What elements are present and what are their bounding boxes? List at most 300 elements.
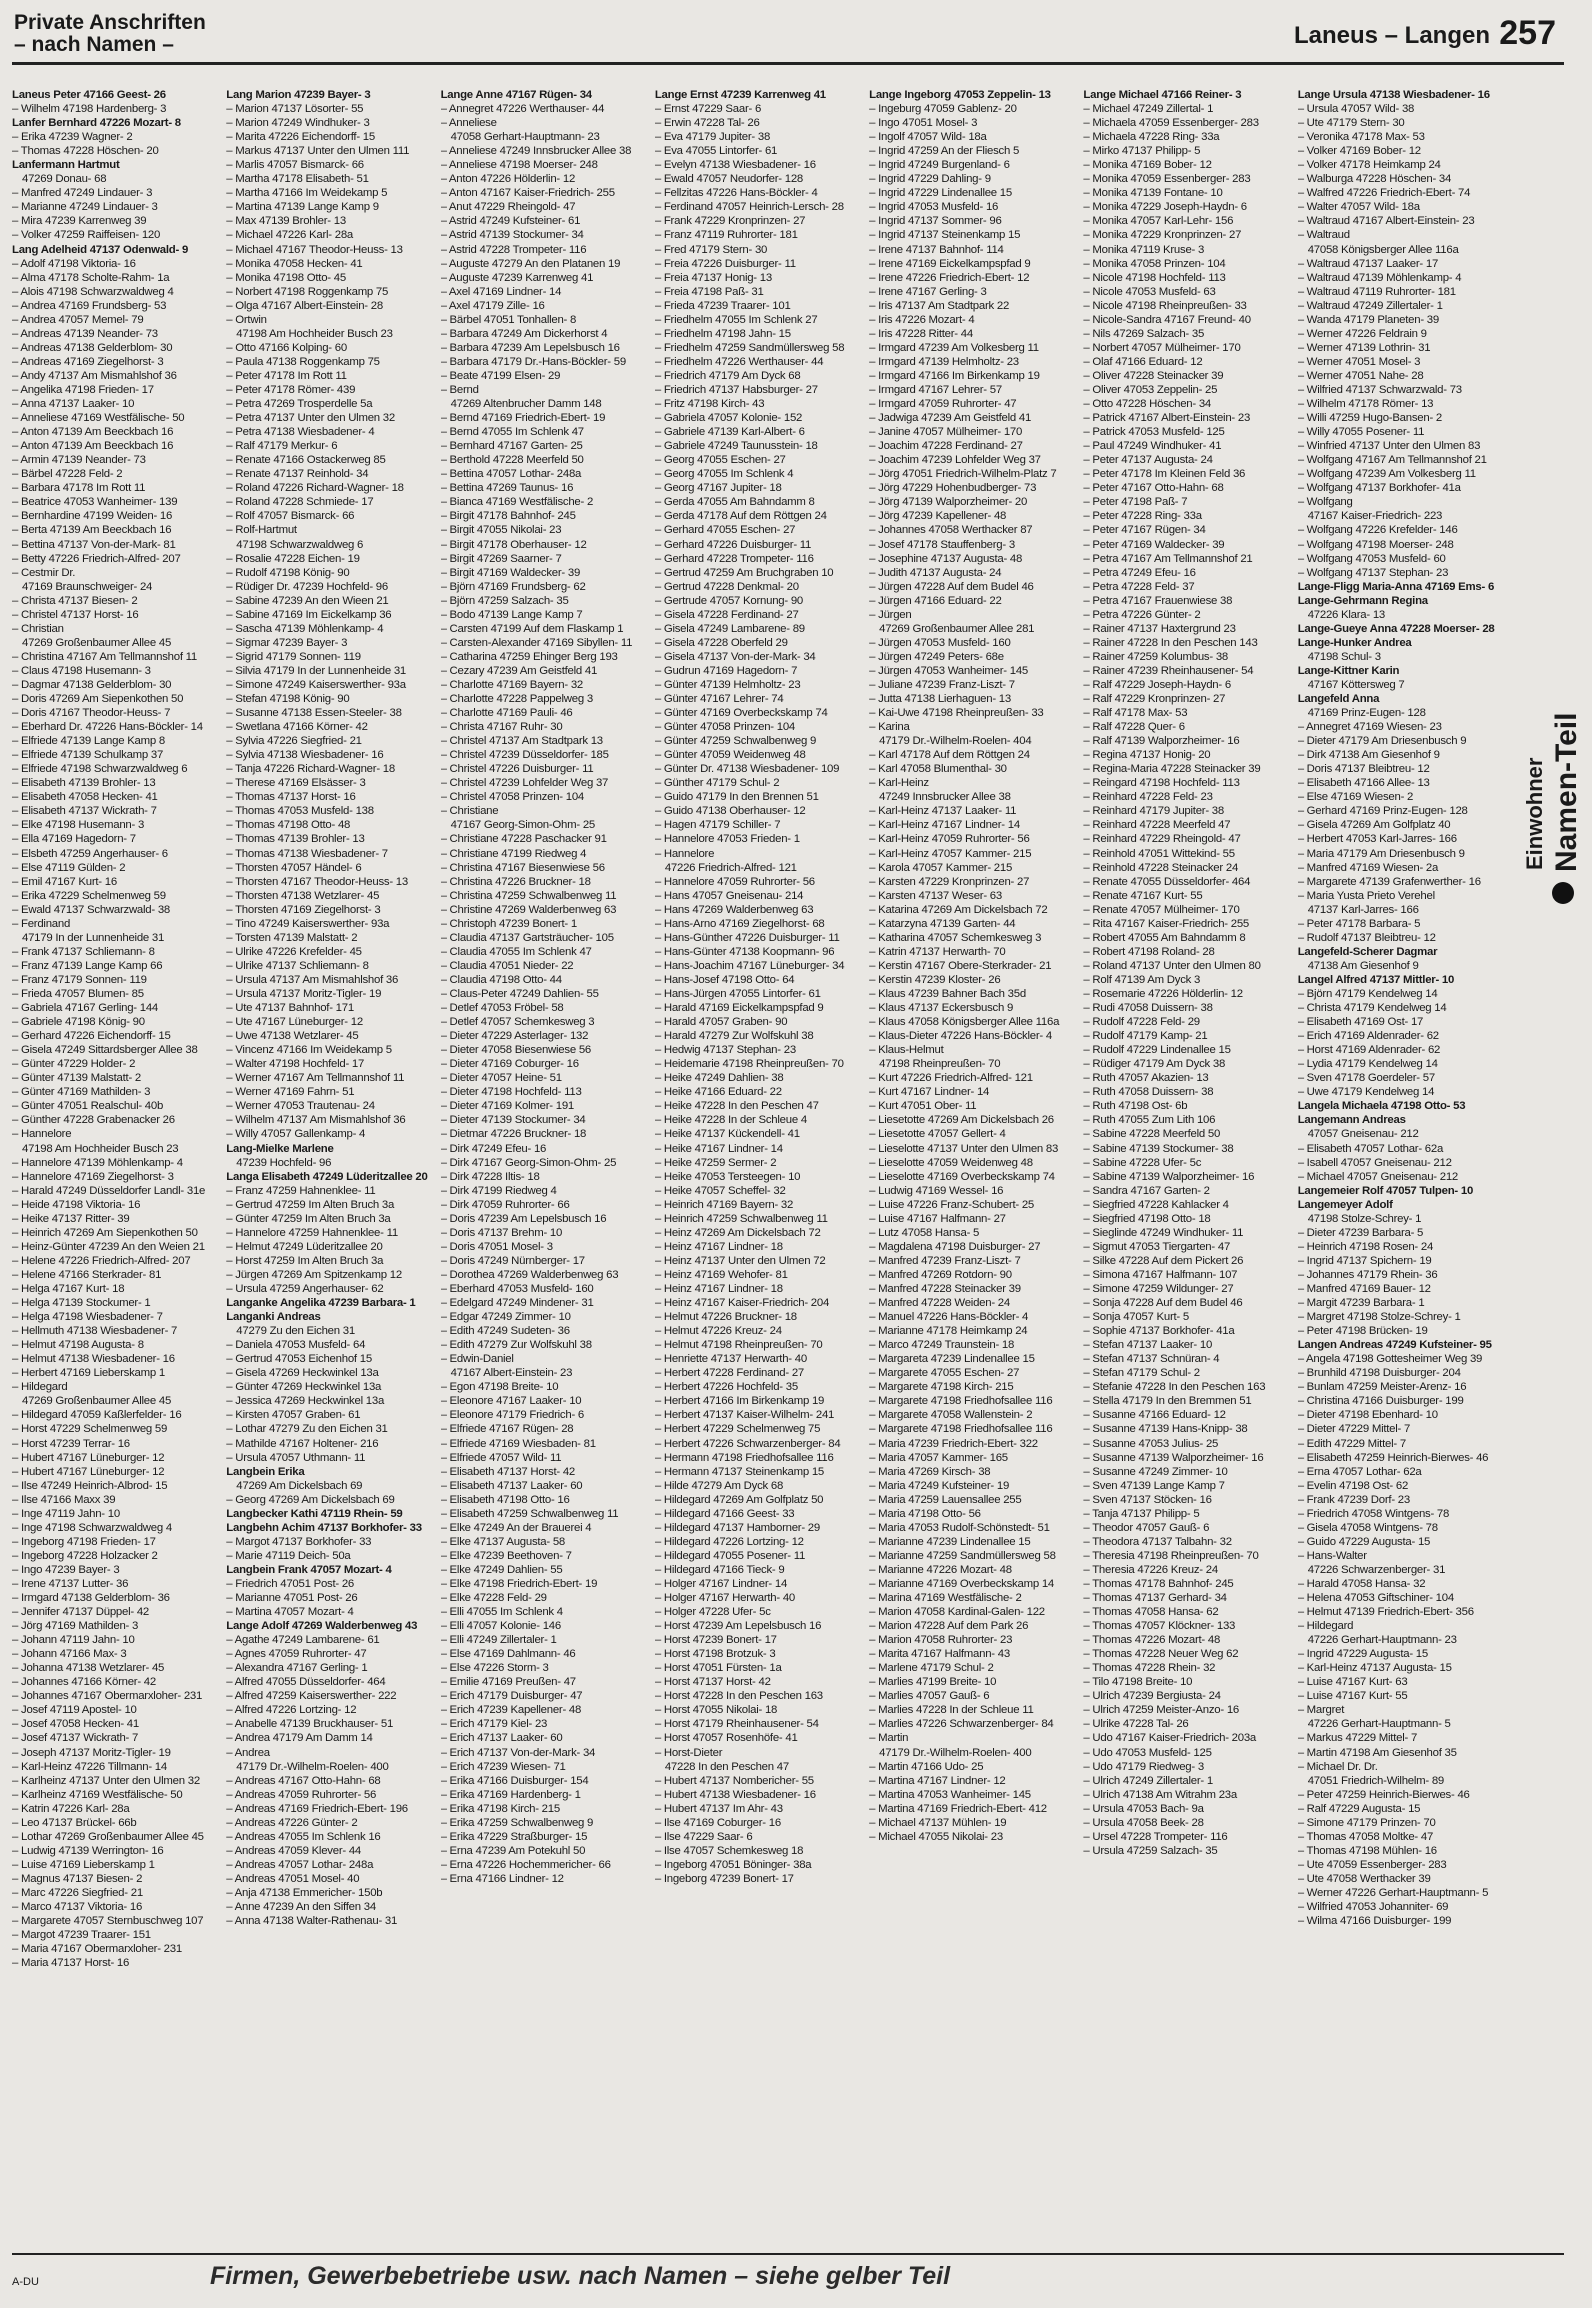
- surname-entry: Lange Ernst 47239 Karrenweg 41: [654, 89, 826, 101]
- directory-entry: – Erna 47166 Lindner- 12: [440, 1872, 564, 1885]
- directory-entry: – Gisela 47249 Lambarene- 89: [654, 622, 805, 635]
- directory-entry: – Susanne 47166 Eduard- 12: [1083, 1409, 1226, 1422]
- directory-entry: – Helene 47166 Sterkrader- 81: [12, 1268, 162, 1281]
- directory-entry: – Heinrich 47269 Am Siepenkothen 50: [12, 1226, 198, 1239]
- directory-entry: – Friedhelm 47198 Jahn- 15: [654, 327, 791, 340]
- directory-entry: – Dieter 47229 Mittel- 7: [1297, 1423, 1411, 1436]
- directory-entry: – Anneliese 47198 Moerser- 248: [440, 159, 598, 172]
- directory-entry: – Alma 47178 Scholte-Rahm- 1a: [12, 271, 170, 284]
- directory-entry: – Michael 47249 Zillertal- 1: [1083, 103, 1214, 116]
- directory-entry: – Thomas 47058 Hansa- 62: [1083, 1606, 1219, 1619]
- directory-entry: – Marlies 47199 Breite- 10: [869, 1676, 997, 1689]
- directory-entry: – Maria 47137 Horst- 16: [12, 1957, 130, 1970]
- directory-entry: – Edith 47229 Mittel- 7: [1297, 1437, 1406, 1450]
- directory-entry: – Klaus 47058 Königsberger Allee 116a: [869, 1016, 1060, 1029]
- directory-entry: – Reinhold 47228 Steinacker 24: [1083, 861, 1239, 874]
- directory-entry: – Ulrich 47239 Bergiusta- 24: [1083, 1690, 1221, 1703]
- directory-entry: – Hildegard 47166 Tieck- 9: [654, 1563, 785, 1576]
- directory-entry: – Dieter 47169 Coburger- 16: [440, 1058, 579, 1071]
- directory-entry: – Elisabeth 47166 Allee- 13: [1297, 777, 1430, 790]
- directory-entry: – Jürgen: [869, 608, 912, 621]
- directory-entry: – Barbara 47239 Am Lepelsbusch 16: [440, 341, 620, 354]
- directory-entry: – Robert 47198 Roland- 28: [1083, 945, 1215, 958]
- directory-entry: – Ralf 47179 Merkur- 6: [226, 440, 338, 453]
- directory-entry: 47269 Donau- 68: [22, 173, 107, 186]
- directory-entry: – Luise 47226 Franz-Schubert- 25: [869, 1198, 1034, 1211]
- directory-entry: – Herbert 47228 Ferdinand- 27: [654, 1367, 804, 1380]
- directory-column-6: [1083, 88, 1287, 2248]
- directory-entry: – Horst 47057 Rosenhöfe- 41: [654, 1732, 798, 1745]
- directory-entry: – Ulrich 47249 Zillertaler- 1: [1083, 1774, 1213, 1787]
- directory-entry: – Rita 47167 Kaiser-Friedrich- 255: [1083, 917, 1250, 930]
- directory-entry: – Alfred 47259 Kaiserswerther- 222: [226, 1690, 397, 1703]
- directory-entry: – Ulrike 47228 Tal- 26: [1083, 1718, 1189, 1731]
- directory-entry: 47179 Dr.-Wilhelm-Roelen- 400: [236, 1760, 389, 1773]
- directory-entry: – Christel 47137 Horst- 16: [12, 608, 139, 621]
- directory-entry: – Franz 47119 Ruhrorter- 181: [654, 229, 798, 242]
- directory-entry: – Alexandra 47167 Gerling- 1: [226, 1662, 368, 1675]
- directory-entry: – Berthold 47228 Meerfeld 50: [440, 454, 584, 467]
- directory-entry: – Marco 47249 Traunstein- 18: [869, 1339, 1015, 1352]
- directory-entry: – Klaus 47239 Bahner Bach 35d: [869, 988, 1026, 1000]
- directory-entry: – Tanja 47226 Richard-Wagner- 18: [226, 763, 395, 776]
- surname-entry: Lange-Gueye Anna 47228 Moerser- 28: [1297, 622, 1495, 635]
- directory-entry: – Christiane: [440, 805, 499, 818]
- directory-entry: – Thomas 47198 Mühlen- 16: [1297, 1844, 1437, 1857]
- directory-entry: 47226 Schwarzenberger- 31: [1307, 1563, 1446, 1576]
- directory-entry: – Eberhard 47053 Musfeld- 160: [440, 1282, 594, 1295]
- directory-entry: – Horst 47239 Am Lepelsbusch 16: [654, 1620, 822, 1633]
- directory-entry: – Ute 47058 Werthacker 39: [1297, 1872, 1431, 1885]
- directory-entry: – Jutta 47138 Lierhaguen- 13: [869, 693, 1011, 706]
- directory-entry: – Peter 47178 Im Rott 11: [226, 369, 347, 382]
- directory-entry: – Heinz 47169 Wehofer- 81: [654, 1268, 788, 1281]
- directory-entry: – Claus-Peter 47249 Dahlien- 55: [440, 988, 599, 1000]
- directory-entry: – Marion 47249 Windhuker- 3: [226, 117, 370, 130]
- surname-entry: Lanfermann Hartmut: [12, 159, 120, 172]
- directory-entry: – Thomas 47226 Mozart- 48: [1083, 1634, 1221, 1647]
- directory-entry: – Johanna 47138 Wetzlarer- 45: [12, 1662, 165, 1675]
- directory-entry: – Erich 47239 Wiesen- 71: [440, 1760, 566, 1773]
- directory-entry: – Katarina 47269 Am Dickelsbach 72: [869, 903, 1048, 916]
- directory-entry: – Georg 47055 Im Schlenk 4: [654, 468, 794, 481]
- directory-column-4: [655, 88, 859, 2248]
- directory-entry: – Annegret 47226 Werthauser- 44: [440, 103, 605, 116]
- directory-entry: – Marlene 47179 Schul- 2: [869, 1662, 994, 1675]
- directory-entry: – Gerda 47055 Am Bahndamm 8: [654, 496, 815, 509]
- directory-entry: – Lydia 47179 Kendelweg 14: [1297, 1058, 1438, 1071]
- directory-entry: – Christel 47239 Düsseldorfer- 185: [440, 749, 609, 762]
- directory-entry: – Willi 47259 Hugo-Bansen- 2: [1297, 412, 1443, 425]
- directory-entry: – Renate 47167 Kurt- 55: [1083, 889, 1203, 902]
- directory-entry: – Anton 47167 Kaiser-Friedrich- 255: [440, 187, 615, 200]
- directory-entry: – Karina: [869, 721, 910, 734]
- directory-entry: – Gabriele 47198 König- 90: [12, 1016, 145, 1029]
- directory-entry: – Erich 47137 Von-der-Mark- 34: [440, 1746, 596, 1759]
- directory-entry: – Hans-Günter 47138 Koopmann- 96: [654, 945, 835, 958]
- directory-entry: – Harald 47057 Graben- 90: [654, 1016, 788, 1029]
- directory-entry: – Martina 47057 Mozart- 4: [226, 1606, 354, 1619]
- directory-entry: – Heinz 47269 Am Dickelsbach 72: [654, 1226, 821, 1239]
- directory-entry: – Maria 47198 Otto- 56: [869, 1507, 981, 1520]
- directory-entry: – Andreas 47138 Gelderblom- 30: [12, 341, 173, 354]
- directory-entry: – Thomas 47228 Höschen- 20: [12, 145, 159, 158]
- directory-entry: – Karl-Heinz 47167 Lindner- 14: [869, 819, 1020, 832]
- directory-entry: – Stella 47179 In den Bremmen 51: [1083, 1395, 1252, 1408]
- directory-entry: – Marlis 47057 Bismarck- 66: [226, 159, 364, 172]
- directory-entry: – Bärbel 47228 Feld- 2: [12, 468, 123, 481]
- directory-entry: – Ludwig 47139 Werrington- 16: [12, 1844, 164, 1857]
- directory-entry: – Peter 47167 Rügen- 34: [1083, 524, 1206, 537]
- directory-entry: – Martina 47139 Lange Kamp 9: [226, 201, 379, 214]
- directory-entry: – Monika 47058 Prinzen- 104: [1083, 257, 1226, 270]
- directory-entry: – Petra 47167 Frauenwiese 38: [1083, 594, 1233, 607]
- directory-entry: – Cestmir Dr.: [12, 566, 76, 579]
- directory-entry: – Georg 47269 Am Dickelsbach 69: [226, 1493, 395, 1506]
- directory-entry: – Heinz 47167 Kaiser-Friedrich- 204: [654, 1297, 830, 1310]
- directory-entry: – Anneliese 47169 Westfälische- 50: [12, 412, 185, 425]
- directory-entry: – Gisela 47269 Am Golfplatz 40: [1297, 819, 1451, 832]
- directory-entry: – Karlheinz 47169 Westfälische- 50: [12, 1788, 183, 1801]
- directory-entry: – Jürgen 47228 Auf dem Budel 46: [869, 580, 1034, 593]
- directory-entry: – Udo 47179 Riedweg- 3: [1083, 1760, 1204, 1773]
- directory-entry: – Ursel 47228 Trompeter- 116: [1083, 1830, 1228, 1843]
- directory-entry: – Joachim 47228 Ferdinand- 27: [869, 440, 1023, 453]
- directory-entry: – Rudolf 47179 Kamp- 21: [1083, 1030, 1208, 1043]
- directory-entry: – Hans-Walter: [1297, 1549, 1367, 1562]
- directory-entry: – Betty 47226 Friedrich-Alfred- 207: [12, 552, 181, 565]
- section-side-tab: [1518, 640, 1588, 880]
- directory-entry: – Ingrid 47053 Musfeld- 16: [869, 201, 999, 214]
- directory-entry: – Irmgard 47139 Helmholtz- 23: [869, 355, 1019, 368]
- directory-entry: – Johann 47119 Jahn- 10: [12, 1634, 135, 1647]
- directory-entry: – Marie 47119 Deich- 50a: [226, 1549, 351, 1562]
- directory-entry: – Hubert 47167 Lüneburger- 12: [12, 1465, 165, 1478]
- directory-entry: – Rainer 47259 Kolumbus- 38: [1083, 650, 1228, 663]
- directory-entry: – Werner 47051 Mosel- 3: [1297, 355, 1421, 368]
- directory-entry: – Stefan 47179 Schul- 2: [1083, 1367, 1200, 1380]
- directory-entry: 47269 Am Dickelsbach 69: [236, 1479, 363, 1492]
- directory-entry: – Werner 47169 Fahrn- 51: [226, 1086, 355, 1099]
- directory-entry: – Ingrid 47137 Steinenkamp 15: [869, 229, 1021, 242]
- directory-entry: – Günter 47169 Mathilden- 3: [12, 1086, 151, 1099]
- directory-entry: – Inge 47198 Schwarzwaldweg 4: [12, 1521, 172, 1534]
- directory-entry: 47058 Gerhart-Hauptmann- 23: [450, 131, 600, 144]
- directory-entry: – Helmut 47138 Wiesbadener- 16: [12, 1353, 175, 1366]
- directory-entry: – Katarzyna 47139 Garten- 44: [869, 917, 1016, 930]
- directory-entry: – Claudia 47198 Otto- 44: [440, 973, 562, 986]
- directory-entry: 47179 Dr.-Wilhelm-Roelen- 400: [879, 1746, 1032, 1759]
- directory-entry: – Günther 47228 Grabenacker 26: [12, 1114, 175, 1127]
- directory-entry: – Adolf 47198 Viktoria- 16: [12, 257, 136, 270]
- directory-entry: 47137 Karl-Jarres- 166: [1307, 903, 1419, 916]
- surname-entry: Langbein Erika: [226, 1465, 305, 1478]
- surname-entry: Langefeld-Scherer Dagmar: [1297, 945, 1438, 958]
- directory-entry: – Dieter 47179 Am Driesenbusch 9: [1297, 735, 1467, 748]
- directory-entry: – Hellmuth 47138 Wiesbadener- 7: [12, 1325, 178, 1338]
- directory-entry: – Bernd 47169 Friedrich-Ebert- 19: [440, 412, 606, 425]
- directory-entry: – Simona 47167 Halfmann- 107: [1083, 1268, 1238, 1281]
- directory-entry: – Hannelore 47259 Hahnenklee- 11: [226, 1226, 398, 1239]
- directory-entry: 47179 Dr.-Wilhelm-Roelen- 404: [879, 735, 1032, 748]
- directory-entry: – Marco 47137 Viktoria- 16: [12, 1901, 143, 1914]
- directory-entry: – Marita 47167 Halfmann- 43: [869, 1648, 1010, 1661]
- directory-entry: – Karola 47057 Kammer- 215: [869, 861, 1013, 874]
- directory-entry: – Gabriela 47167 Gerling- 144: [12, 1002, 158, 1015]
- directory-entry: – Johann 47166 Max- 3: [12, 1648, 127, 1661]
- directory-entry: – Heike 47249 Dahlien- 38: [654, 1072, 784, 1085]
- surname-entry: Lange-Hunker Andrea: [1297, 636, 1412, 649]
- directory-entry: – Karl-Heinz 47059 Ruhrorter- 56: [869, 833, 1030, 846]
- directory-entry: – Heike 47167 Lindner- 14: [654, 1142, 783, 1155]
- directory-entry: – Dieter 47057 Heine- 51: [440, 1072, 562, 1085]
- directory-entry: – Andrea 47169 Frundsberg- 53: [12, 299, 167, 312]
- directory-entry: – Michael 47055 Nikolai- 23: [869, 1830, 1003, 1843]
- directory-entry: – Otto 47166 Kolping- 60: [226, 341, 347, 354]
- directory-entry: – Ingrid 47229 Lindenallee 15: [869, 187, 1012, 200]
- directory-entry: – Lieselotte 47169 Overbeckskamp 74: [869, 1170, 1055, 1183]
- directory-entry: – Reinhard 47229 Rheingold- 47: [1083, 833, 1241, 846]
- directory-entry: – Ilse 47229 Saar- 6: [654, 1830, 753, 1843]
- directory-entry: – Holger 47228 Ufer- 5c: [654, 1606, 771, 1619]
- directory-entry: – Max 47139 Brohler- 13: [226, 215, 346, 228]
- directory-entry: – Margret 47198 Stolze-Schrey- 1: [1297, 1311, 1461, 1324]
- directory-entry: – Johannes 47167 Obermarxloher- 231: [12, 1690, 203, 1703]
- directory-entry: – Monika 47059 Essenberger- 283: [1083, 173, 1251, 186]
- directory-entry: – Hans 47269 Walderbenweg 63: [654, 903, 814, 916]
- directory-entry: – Bärbel 47051 Tonhallen- 8: [440, 313, 577, 326]
- directory-entry: – Charlotte 47228 Pappelweg 3: [440, 693, 593, 706]
- directory-entry: – Andreas 47051 Mosel- 40: [226, 1872, 360, 1885]
- directory-entry: – Rainer 47239 Rheinhausener- 54: [1083, 664, 1254, 677]
- directory-entry: – Franz 47259 Hahnenklee- 11: [226, 1184, 376, 1197]
- directory-entry: – Günter 47139 Malstatt- 2: [12, 1072, 141, 1085]
- directory-entry: 47198 Schwarzwaldweg 6: [236, 538, 364, 551]
- directory-entry: – Silke 47228 Auf dem Pickert 26: [1083, 1254, 1244, 1267]
- directory-entry: 47179 In der Lunnenheide 31: [22, 931, 165, 944]
- directory-entry: – Gerhard 47228 Trompeter- 116: [654, 552, 814, 565]
- directory-entry: – Günter 47259 Im Alten Bruch 3a: [226, 1212, 391, 1225]
- directory-entry: – Horst 47259 Im Alten Bruch 3a: [226, 1254, 384, 1267]
- directory-entry: – Evelyn 47138 Wiesbadener- 16: [654, 159, 816, 172]
- directory-entry: – Maria 47259 Lauensallee 255: [869, 1493, 1022, 1506]
- directory-entry: – Gerhard 47169 Prinz-Eugen- 128: [1297, 805, 1468, 818]
- directory-entry: – Anne 47239 An den Siffen 34: [226, 1901, 376, 1914]
- directory-entry: – Marianne 47259 Sandmüllersweg 58: [869, 1549, 1056, 1562]
- directory-entry: – Maria 47269 Kirsch- 38: [869, 1465, 991, 1478]
- directory-entry: – Christine 47269 Walderbenweg 63: [440, 903, 617, 916]
- directory-entry: – Horst 47228 In den Peschen 163: [654, 1690, 823, 1703]
- directory-entry: – Jadwiga 47239 Am Geistfeld 41: [869, 412, 1032, 425]
- directory-entry: – Michael 47226 Karl- 28a: [226, 229, 354, 242]
- directory-entry: – Ralf 47229 Augusta- 15: [1297, 1802, 1421, 1815]
- directory-entry: – Karl 47178 Auf dem Röttgen 24: [869, 749, 1030, 762]
- directory-entry: – Elisabeth 47259 Heinrich-Bierwes- 46: [1297, 1451, 1489, 1464]
- directory-entry: – Rudolf 47229 Lindenallee 15: [1083, 1044, 1231, 1057]
- directory-entry: – Theodor 47057 Gauß- 6: [1083, 1521, 1210, 1534]
- directory-entry: – Luise 47167 Kurt- 63: [1297, 1676, 1408, 1689]
- directory-entry: – Andreas 47139 Neander- 73: [12, 327, 158, 340]
- directory-entry: – Petra 47228 Feld- 37: [1083, 580, 1195, 593]
- directory-entry: – Christina 47167 Am Tellmannshof 11: [12, 650, 197, 663]
- directory-entry: – Hannelore 47053 Frieden- 1: [654, 833, 800, 846]
- directory-entry: – Margret: [1297, 1704, 1345, 1717]
- directory-entry: – Heinrich 47259 Schwalbenweg 11: [654, 1212, 828, 1225]
- directory-entry: – Liesetotte 47269 Am Dickelsbach 26: [869, 1114, 1054, 1127]
- directory-entry: – Torsten 47139 Malstatt- 2: [226, 931, 358, 944]
- directory-entry: – Heike 47166 Eduard- 22: [654, 1086, 782, 1099]
- directory-entry: – Wilfried 47137 Schwarzwald- 73: [1297, 383, 1462, 396]
- directory-entry: – Ute 47179 Stern- 30: [1297, 117, 1405, 130]
- directory-entry: – Josef 47137 Wickrath- 7: [12, 1732, 139, 1745]
- directory-entry: – Thomas 47137 Gerhard- 34: [1083, 1592, 1227, 1605]
- directory-entry: – Björn 47169 Frundsberg- 62: [440, 580, 586, 593]
- directory-entry: – Catharina 47259 Ehinger Berg 193: [440, 650, 618, 663]
- directory-entry: – Andreas 47057 Lothar- 248a: [226, 1858, 374, 1871]
- directory-entry: – Ingrid 47229 Dahling- 9: [869, 173, 991, 186]
- directory-entry: – Regina 47137 Honig- 20: [1083, 749, 1211, 762]
- directory-entry: – Ursula 47259 Salzach- 35: [1083, 1844, 1218, 1857]
- directory-entry: – Monika 47139 Fontane- 10: [1083, 187, 1223, 200]
- directory-entry: – Dieter 47229 Asterlager- 132: [440, 1030, 589, 1043]
- directory-entry: – Hildegard 47137 Hamborner- 29: [654, 1521, 820, 1534]
- directory-entry: – Gabriela 47057 Kolonie- 152: [654, 412, 803, 425]
- directory-entry: – Karl 47058 Blumenthal- 30: [869, 763, 1007, 776]
- directory-entry: 47198 Am Hochheider Busch 23: [22, 1142, 179, 1155]
- directory-entry: – Siegfried 47228 Kahlacker 4: [1083, 1198, 1229, 1211]
- directory-entry: – Kerstin 47239 Kloster- 26: [869, 973, 1001, 986]
- directory-entry: – Petra 47137 Unter den Ulmen 32: [226, 412, 395, 425]
- surname-entry: Langbecker Kathi 47119 Rhein- 59: [226, 1507, 403, 1520]
- directory-entry: – Günter 47051 Realschul- 40b: [12, 1100, 164, 1113]
- directory-entry: – Tilo 47198 Breite- 10: [1083, 1676, 1193, 1689]
- directory-entry: – Margot 47137 Borkhofer- 33: [226, 1535, 372, 1548]
- directory-entry: – Elfriede 47169 Wiesbaden- 81: [440, 1437, 596, 1450]
- directory-entry: – Erich 47239 Kapellener- 48: [440, 1704, 582, 1717]
- directory-entry: – Helmut 47249 Lüderitzallee 20: [226, 1240, 383, 1253]
- directory-entry: – Harald 47249 Düsseldorfer Landl- 31e: [12, 1184, 206, 1197]
- directory-entry: – Andrea 47179 Am Damm 14: [226, 1732, 373, 1745]
- directory-entry: – Ilse 47169 Coburger- 16: [654, 1816, 781, 1829]
- directory-entry: – Renate 47166 Ostackerweg 85: [226, 454, 386, 467]
- directory-entry: – Barbara 47179 Dr.-Hans-Böckler- 59: [440, 355, 626, 368]
- directory-entry: – Hildegard 47059 Kaßlerfelder- 16: [12, 1409, 182, 1422]
- directory-entry: – Petra 47226 Günter- 2: [1083, 608, 1201, 621]
- directory-entry: – Hilde 47279 Am Dyck 68: [654, 1479, 784, 1492]
- directory-entry: – Karl-Heinz 47137 Augusta- 15: [1297, 1662, 1452, 1675]
- directory-entry: – Josef 47178 Stauffenberg- 3: [869, 538, 1015, 551]
- surname-entry: Langela Michaela 47198 Otto- 53: [1297, 1100, 1466, 1113]
- directory-entry: – Angelika 47198 Frieden- 17: [12, 383, 154, 396]
- directory-entry: – Jürgen 47053 Musfeld- 160: [869, 636, 1011, 649]
- directory-entry: – Gertrud 47259 Am Bruchgraben 10: [654, 566, 834, 579]
- directory-entry: – Heidemarie 47198 Rheinpreußen- 70: [654, 1058, 844, 1071]
- directory-entry: 47239 Hochfeld- 96: [236, 1156, 332, 1169]
- directory-entry: – Auguste 47279 An den Platanen 19: [440, 257, 621, 270]
- directory-entry: – Sabine 47228 Meerfeld 50: [1083, 1128, 1221, 1141]
- directory-entry: – Norbert 47198 Roggenkamp 75: [226, 285, 389, 298]
- directory-entry: – Dietmar 47226 Bruckner- 18: [440, 1128, 587, 1141]
- directory-entry: – Margarete 47198 Kirch- 215: [869, 1381, 1014, 1394]
- directory-entry: – Herbert 47226 Hochfeld- 35: [654, 1381, 798, 1394]
- directory-entry: – Ute 47137 Bahnhof- 171: [226, 1002, 354, 1015]
- directory-entry: – Ralf 47229 Kronprinzen- 27: [1083, 693, 1226, 706]
- directory-entry: – Elisabeth 47137 Laaker- 60: [440, 1479, 583, 1492]
- directory-entry: – Erika 47259 Schwalbenweg 9: [440, 1816, 594, 1829]
- directory-entry: 47058 Königsberger Allee 116a: [1307, 243, 1459, 256]
- directory-entry: – Friedhelm 47259 Sandmüllersweg 58: [654, 341, 845, 354]
- directory-entry: – Irene 47169 Eickelkampspfad 9: [869, 257, 1031, 270]
- header-rule: [12, 62, 1564, 65]
- directory-entry: – Dieter 47139 Stockumer- 34: [440, 1114, 586, 1127]
- directory-entry: – Susanne 47139 Walporzheimer- 16: [1083, 1451, 1264, 1464]
- directory-entry: – Elisabeth 47259 Schwalbenweg 11: [440, 1507, 619, 1520]
- directory-entry: – Horst 47169 Aldenrader- 62: [1297, 1044, 1441, 1057]
- directory-entry: – Marlies 47057 Gauß- 6: [869, 1690, 990, 1703]
- directory-entry: – Bernhardine 47199 Weiden- 16: [12, 510, 173, 523]
- directory-entry: – Waltraud 47119 Ruhrorter- 181: [1297, 285, 1456, 298]
- directory-entry: – Marianne 47239 Lindenallee 15: [869, 1535, 1031, 1548]
- directory-entry: – Christel 47226 Duisburger- 11: [440, 763, 594, 776]
- directory-entry: – Ingrid 47249 Burgenland- 6: [869, 159, 1010, 172]
- directory-entry: – Maria 47239 Friedrich-Ebert- 322: [869, 1437, 1038, 1450]
- directory-entry: – Nils 47269 Salzach- 35: [1083, 327, 1205, 340]
- directory-entry: – Sylvia 47138 Wiesbadener- 16: [226, 749, 384, 762]
- directory-entry: – Jürgen 47269 Am Spitzenkamp 12: [226, 1268, 402, 1281]
- directory-entry: – Siegfried 47198 Otto- 18: [1083, 1212, 1211, 1225]
- directory-entry: – Monika 47058 Hecken- 41: [226, 257, 363, 270]
- directory-entry: – Klaus-Dieter 47226 Hans-Böckler- 4: [869, 1030, 1052, 1043]
- directory-entry: – Josef 47058 Hecken- 41: [12, 1718, 139, 1731]
- directory-entry: – Hannelore 47139 Möhlenkamp- 4: [12, 1156, 183, 1169]
- directory-entry: – Gabriele 47249 Taunusstein- 18: [654, 440, 818, 453]
- directory-entry: – Nicole 47053 Musfeld- 63: [1083, 285, 1216, 298]
- directory-entry: – Marianne 47249 Lindauer- 3: [12, 201, 158, 214]
- directory-entry: – Gisela 47249 Sittardsberger Allee 38: [12, 1044, 198, 1057]
- directory-entry: – Herbert 47166 Im Birkenkamp 19: [654, 1395, 825, 1408]
- directory-entry: – Christa 47179 Kendelweg 14: [1297, 1002, 1447, 1015]
- directory-entry: – Ruth 47055 Zum Lith 106: [1083, 1114, 1216, 1127]
- directory-entry: – Astrid 47228 Trompeter- 116: [440, 243, 587, 256]
- directory-entry: – Anabelle 47139 Bruckhauser- 51: [226, 1718, 394, 1731]
- directory-entry: – Gerhard 47055 Eschen- 27: [654, 524, 796, 537]
- directory-entry: – Elisabeth 47139 Brohler- 13: [12, 777, 156, 790]
- directory-entry: – Bernd 47055 Im Schlenk 47: [440, 426, 584, 439]
- surname-entry: Langel Alfred 47137 Mittler- 10: [1297, 973, 1455, 986]
- directory-entry: – Wolfgang 47167 Am Tellmannshof 21: [1297, 454, 1487, 467]
- directory-entry: – Elli 47055 Im Schlenk 4: [440, 1606, 563, 1619]
- surname-entry: Lange-Fligg Maria-Anna 47169 Ems- 6: [1297, 580, 1495, 593]
- surname-entry: Lange Ingeborg 47053 Zeppelin- 13: [869, 89, 1051, 101]
- directory-entry: – Theodora 47137 Talbahn- 32: [1083, 1535, 1232, 1548]
- directory-entry: – Peter 47228 Ring- 33a: [1083, 510, 1202, 523]
- directory-entry: – Helene 47226 Friedrich-Alfred- 207: [12, 1254, 191, 1267]
- directory-entry: – Winfried 47137 Unter den Ulmen 83: [1297, 440, 1481, 453]
- directory-entry: – Thomas 47139 Brohler- 13: [226, 833, 365, 846]
- directory-entry: – Ursula 47057 Uthmann- 11: [226, 1451, 366, 1464]
- directory-entry: – Lothar 47279 Zu den Eichen 31: [226, 1423, 388, 1436]
- directory-entry: – Hildegard 47166 Geest- 33: [654, 1507, 795, 1520]
- directory-entry: – Ingrid 47259 An der Fliesch 5: [869, 145, 1020, 158]
- directory-entry: – Dirk 47167 Georg-Simon-Ohm- 25: [440, 1156, 617, 1169]
- directory-entry: – Karl-Heinz 47057 Kammer- 215: [869, 847, 1032, 860]
- directory-entry: – Alois 47198 Schwarzwaldweg 4: [12, 285, 174, 298]
- directory-entry: – Ingo 47239 Bayer- 3: [12, 1563, 120, 1576]
- directory-entry: – Susanne 47138 Essen-Steeler- 38: [226, 707, 402, 720]
- directory-entry: – Marlies 47228 In der Schleue 11: [869, 1704, 1034, 1717]
- directory-entry: – Petra 47167 Am Tellmannshof 21: [1083, 552, 1253, 565]
- directory-entry: – Hildegard 47055 Posener- 11: [654, 1549, 806, 1562]
